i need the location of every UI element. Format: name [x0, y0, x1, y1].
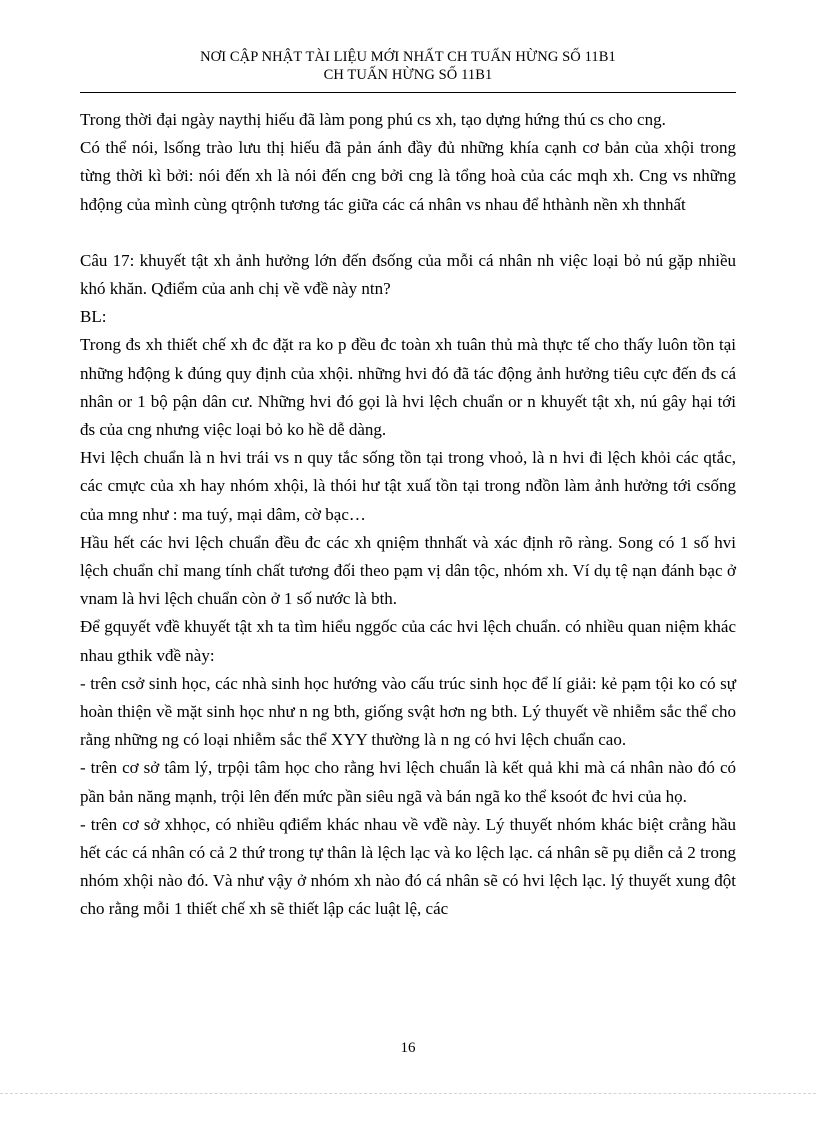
page-bottom-divider [0, 1093, 816, 1094]
header-title-line: NƠI CẬP NHẬT TÀI LIỆU MỚI NHẤT CH TUẤN HỪNG SỐ 11B1 [200, 49, 616, 65]
bullet-biology: - trên csở sinh học, các nhà sinh học hướng vào cấu trúc sinh học để lí giải: kẻ pạm tội ko có sự hoàn thiện về mặt sinh học như n ng bth, giống svật hơn ng bth. Lý thuyết về nhiễm sắc thể cho rằng những ng có loại nhiễm sắc thể XYY thường là n ng có hvi lệch chuẩn cao. [80, 673, 736, 750]
header-divider [80, 92, 736, 93]
question-17: Câu 17: khuyết tật xh ảnh hưởng lớn đến đsống của mỗi cá nhân nh việc loại bỏ nú gặp nhiều khó khăn. Qđiểm của anh chị về vđề này ntn? [80, 250, 736, 299]
paragraph-answer-3: Hầu hết các hvi lệch chuẩn đều đc các xh qniệm thnhất và xác định rõ ràng. Song có 1 số hvi lệch chuẩn chỉ mang tính chất tương đối theo pạm vị dân tộc, nhóm xh. Ví dụ tệ nạn đánh bạc ở vnam là hvi lệch chuẩn còn ở 1 số nước là bth. [80, 532, 736, 609]
paragraph-spacer [80, 219, 736, 247]
bullet-sociology: - trên cơ sở xhhọc, có nhiều qđiểm khác nhau về vđề này. Lý thuyết nhóm khác biệt crằng hầu hết các cá nhân có cả 2 thứ trong tự thân là lệch lạc và ko lệch lạc. cá nhân sẽ pụ diễn cả 2 trong nhóm xhội nào đó. Và như vậy ở nhóm xh nào đó cá nhân sẽ có hvi lệch lạc. lý thuyết xung đột cho rằng mỗi 1 thiết chế xh sẽ thiết lập các luật lệ, các [80, 814, 736, 919]
paragraph-intro: Trong thời đại ngày naythị hiếu đã làm pong phú cs xh, tạo dựng hứng thú cs cho cng. [80, 110, 666, 129]
paragraph-answer-1: Trong đs xh thiết chế xh đc đặt ra ko p đều đc toàn xh tuân thủ mà thực tế cho thấy luôn tồn tại những hđộng k đúng quy định của xhội. những hvi đó đã tác động ảnh hưởng tiêu cực đến đs cá nhân or 1 bộ pận dân cư. Những hvi đó gọi là hvi lệch chuẩn or n khuyết tật xh, nú gây hại tới đs của cng nhưng việc loại bỏ ko hề dễ dàng. [80, 335, 736, 440]
paragraph-summary: Có thể nói, lsống trào lưu thị hiếu đã pản ánh đầy đủ những khía cạnh cơ bản của xhội trong từng thời kì bởi: nói đến xh là nói đến cng bởi cng là tổng hoà của các mqh xh. Cng vs những hđộng của mình cùng qtrộnh tương tác giữa các cá nhân vs nhau để hthành nền xh thnhất [80, 138, 736, 214]
document-body [80, 106, 736, 924]
page-number: 16 [400, 1040, 416, 1056]
paragraph-answer-4: Để gquyết vđề khuyết tật xh ta tìm hiểu nggốc của các hvi lệch chuẩn. có nhiều quan niệm khác nhau gthik vđề này: [80, 617, 736, 665]
header-subtitle-line: CH TUẤN HỪNG SỐ 11B1 [323, 67, 493, 83]
bullet-psychology: - trên cơ sở tâm lý, trpội tâm học cho rằng hvi lệch chuẩn là kết quả khi mà cá nhân nào đó có pần bản năng mạnh, trội lên đến mức pần siêu ngã và bán ngã ko thể ksoót đc hvi của họ. [80, 758, 736, 806]
paragraph-answer-2: Hvi lệch chuẩn là n hvi trái vs n quy tắc sống tồn tại trong vhoỏ, là n hvi đi lệch khỏi các qtắc, các cmực của xh hay nhóm xhội, là thói hư tật xuấ tồn tại trong nđồn làm ảnh hưởng tới csống của mng như : ma tuý, mại dâm, cờ bạc… [80, 448, 736, 524]
answer-label: BL: [80, 307, 107, 327]
